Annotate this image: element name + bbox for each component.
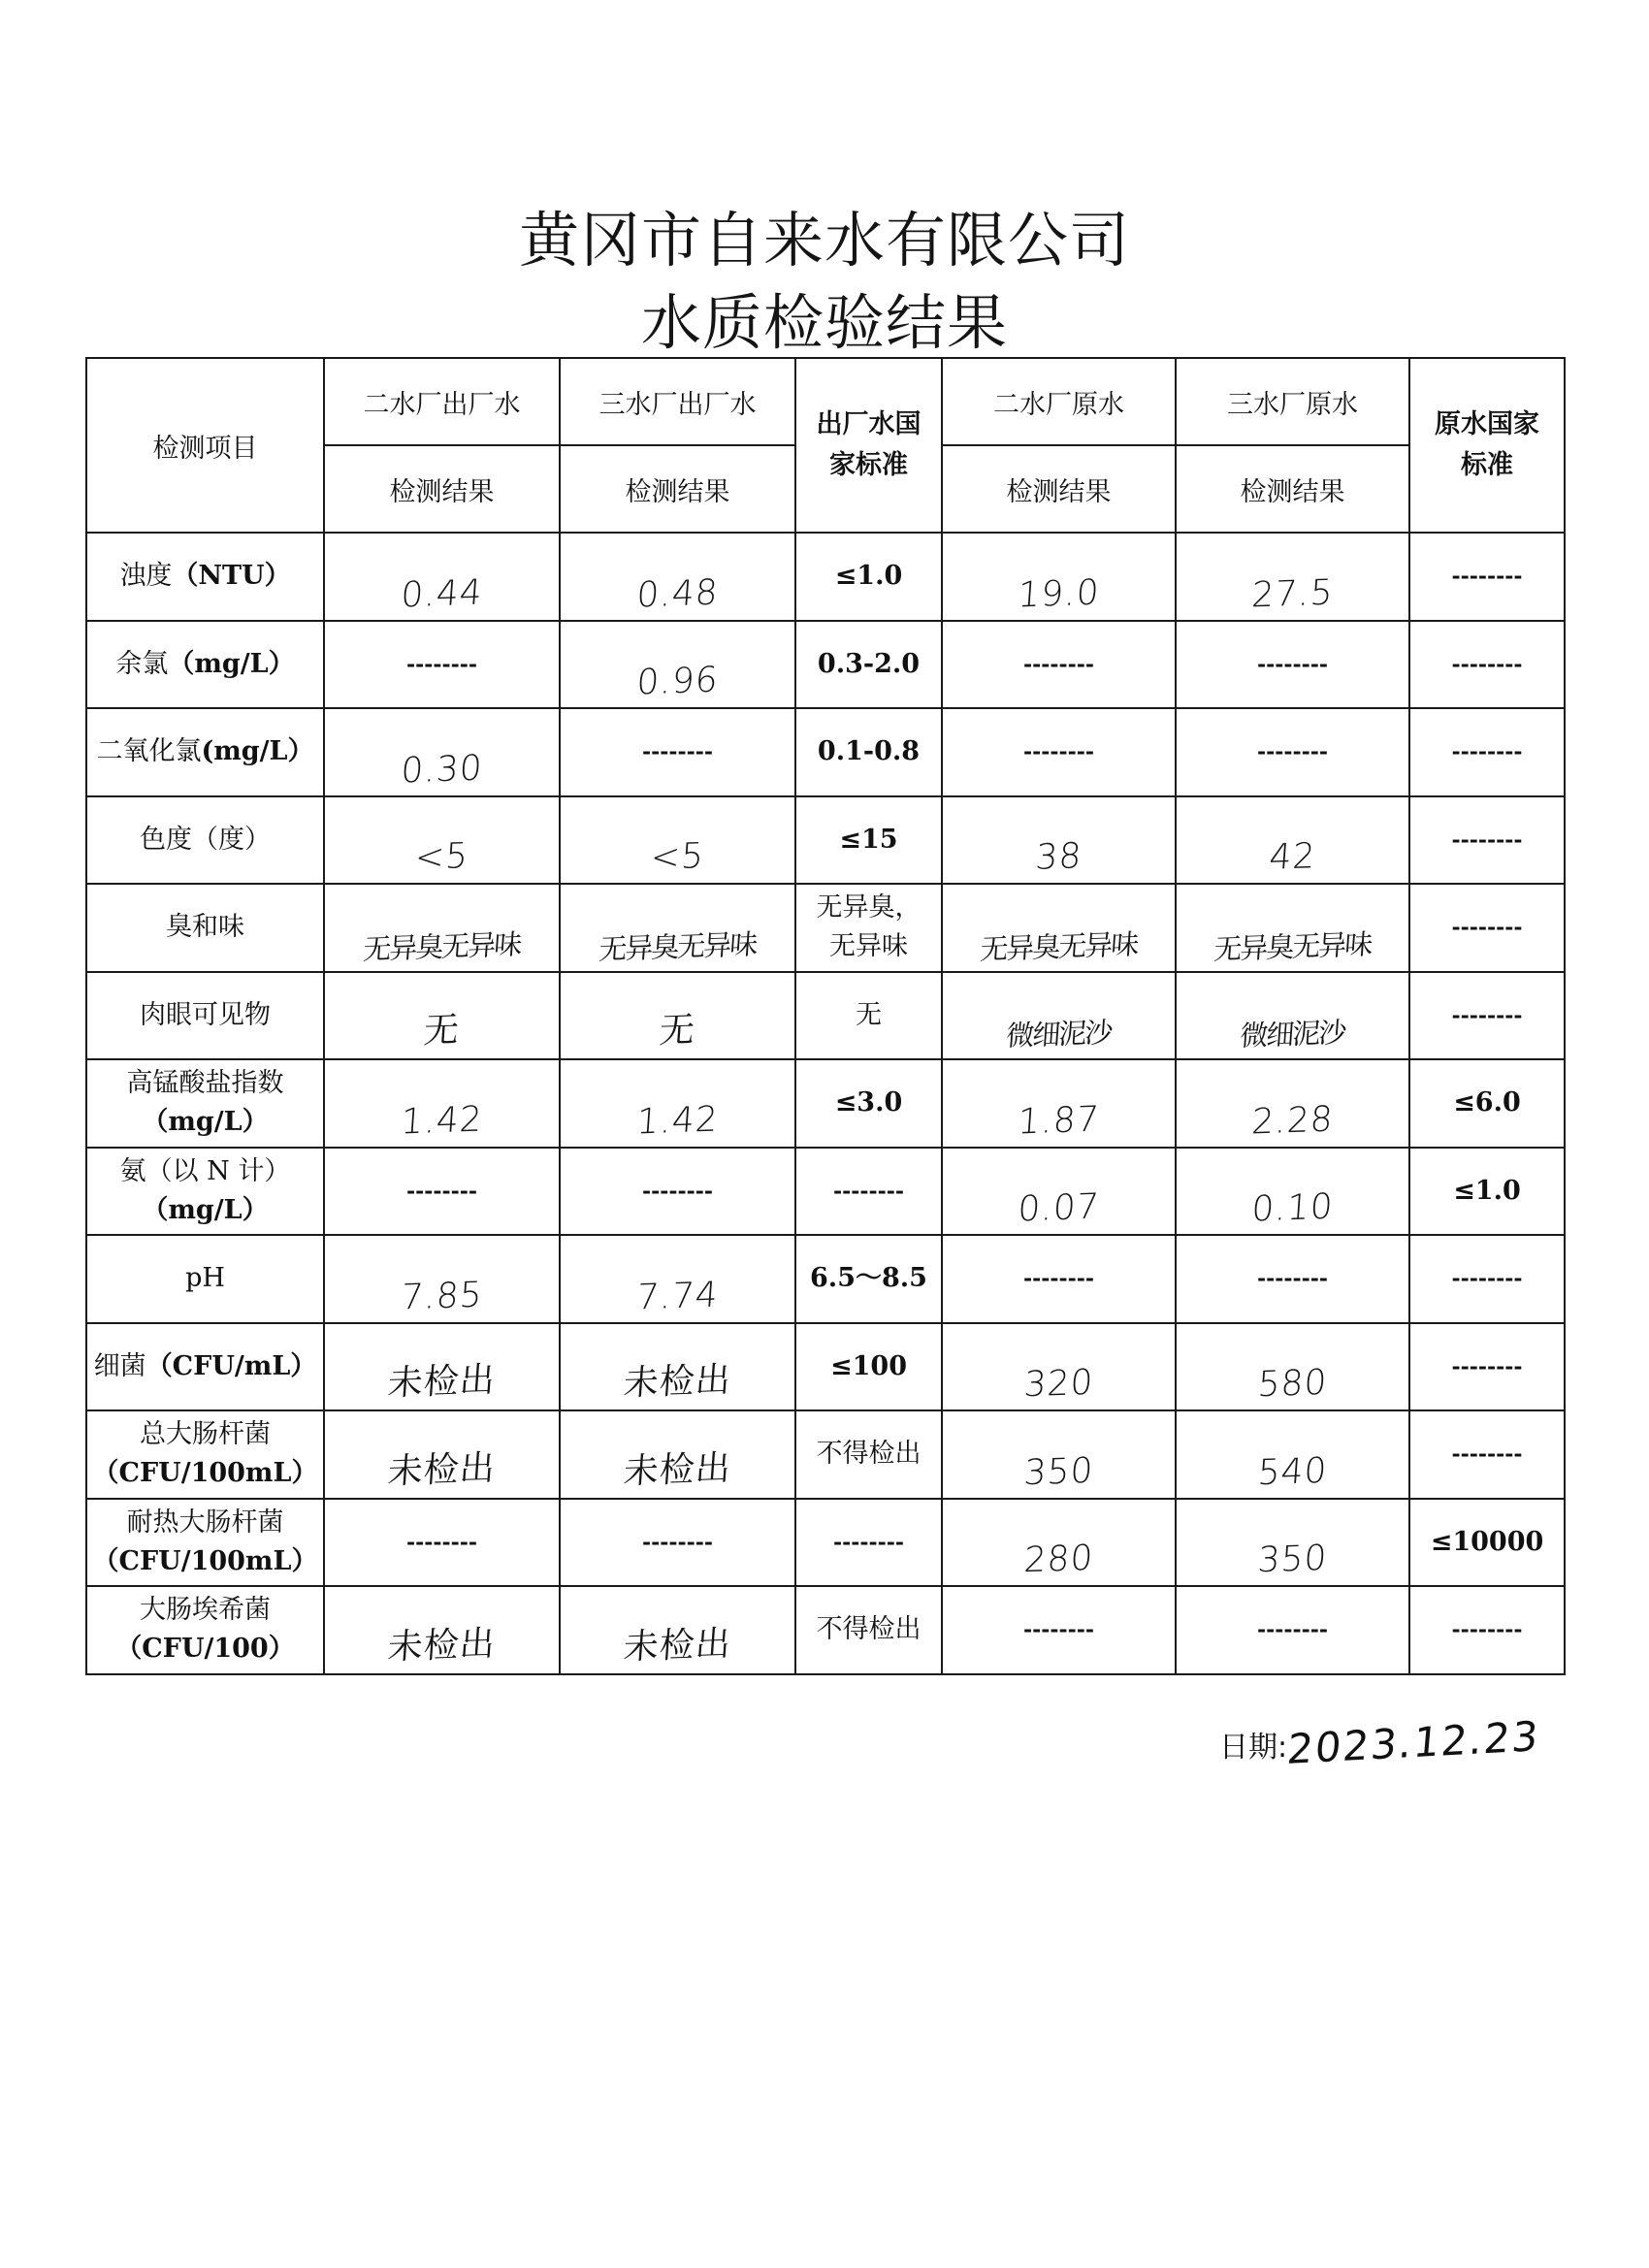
result-cell bbox=[1176, 1148, 1409, 1236]
handwritten-value: 350 bbox=[1256, 1538, 1329, 1581]
result-cell bbox=[560, 533, 795, 621]
raw-standard-cell bbox=[1409, 1059, 1565, 1148]
empty-cell bbox=[942, 1586, 1176, 1674]
dash-placeholder: -------- bbox=[405, 651, 478, 677]
empty-cell bbox=[324, 621, 560, 709]
dash-placeholder: -------- bbox=[1451, 915, 1523, 941]
header-plant2-out: 二水厂出厂水 bbox=[324, 358, 560, 445]
raw-standard-cell bbox=[1409, 1499, 1565, 1587]
result-cell bbox=[560, 972, 795, 1060]
indicator-label bbox=[86, 1586, 324, 1674]
handwritten-value: 19.0 bbox=[1017, 571, 1101, 616]
handwritten-value: 未检出 bbox=[386, 1447, 498, 1492]
out-standard-cell bbox=[795, 621, 942, 709]
empty-cell bbox=[942, 621, 1176, 709]
result-cell bbox=[1176, 1323, 1409, 1411]
standard-value: ≤1.0 bbox=[834, 561, 903, 592]
indicator-name: 大肠埃希菌 bbox=[140, 1595, 271, 1626]
handwritten-value: 350 bbox=[1022, 1450, 1095, 1493]
handwritten-value: 无 bbox=[422, 1010, 462, 1052]
standard-value: ≤10000 bbox=[1430, 1526, 1544, 1557]
indicator-unit: （CFU/mL） bbox=[146, 1350, 317, 1381]
indicator-label bbox=[86, 533, 324, 621]
indicator-label bbox=[86, 708, 324, 796]
dash-placeholder: -------- bbox=[1451, 1266, 1523, 1292]
empty-cell bbox=[1176, 708, 1409, 796]
result-cell bbox=[324, 796, 560, 885]
indicator-label bbox=[86, 621, 324, 709]
indicator-label-text bbox=[87, 1064, 323, 1142]
standard-value: 0.3-2.0 bbox=[817, 648, 921, 679]
header-plant3-out: 三水厂出厂水 bbox=[560, 358, 795, 445]
out-standard-cell bbox=[795, 533, 942, 621]
handwritten-value: 580 bbox=[1256, 1362, 1329, 1406]
out-standard-cell bbox=[795, 884, 942, 972]
dash-placeholder: -------- bbox=[1451, 1353, 1523, 1379]
empty-cell bbox=[1176, 621, 1409, 709]
raw-standard-cell bbox=[1409, 1148, 1565, 1236]
date-value: 2023.12.23 bbox=[1285, 1712, 1542, 1773]
result-cell bbox=[324, 1586, 560, 1674]
out-standard-cell bbox=[795, 1586, 942, 1674]
dash-placeholder: -------- bbox=[1256, 739, 1329, 765]
out-standard-cell bbox=[795, 972, 942, 1060]
empty-cell bbox=[795, 1148, 942, 1236]
table-row bbox=[86, 1586, 1565, 1674]
empty-cell bbox=[1409, 708, 1565, 796]
standard-value: ≤3.0 bbox=[834, 1087, 903, 1118]
out-standard-cell bbox=[795, 708, 942, 796]
standard-value: 不得检出 bbox=[816, 1614, 922, 1645]
empty-cell bbox=[942, 1235, 1176, 1323]
result-cell bbox=[324, 708, 560, 796]
indicator-label bbox=[86, 1059, 324, 1148]
indicator-label bbox=[86, 972, 324, 1060]
indicator-name: 臭和味 bbox=[166, 912, 244, 943]
empty-cell bbox=[1409, 1235, 1565, 1323]
empty-cell bbox=[1409, 1410, 1565, 1499]
standard-value: 不得检出 bbox=[816, 1439, 922, 1470]
indicator-label bbox=[86, 1410, 324, 1499]
empty-cell bbox=[1176, 1235, 1409, 1323]
handwritten-value: 无异臭无异味 bbox=[1212, 926, 1373, 966]
header-out-standard bbox=[795, 358, 942, 533]
handwritten-value: <5 bbox=[413, 835, 470, 879]
handwritten-value: 未检出 bbox=[622, 1623, 733, 1668]
indicator-name: 肉眼可见物 bbox=[140, 999, 271, 1030]
out-standard-cell bbox=[795, 1323, 942, 1411]
empty-cell bbox=[560, 708, 795, 796]
indicator-unit: （mg/L） bbox=[168, 648, 295, 679]
indicator-unit: （CFU/100） bbox=[115, 1634, 295, 1665]
dash-placeholder: -------- bbox=[641, 739, 714, 765]
page-subtitle: 水质检验结果 bbox=[640, 287, 1008, 358]
handwritten-value: 0.10 bbox=[1250, 1186, 1335, 1230]
indicator-name: pH bbox=[185, 1263, 225, 1294]
indicator-label-text bbox=[87, 821, 323, 859]
handwritten-value: 38 bbox=[1034, 836, 1083, 878]
table-body bbox=[86, 533, 1565, 1674]
result-cell bbox=[942, 972, 1176, 1060]
handwritten-value: 微细泥沙 bbox=[1005, 1016, 1113, 1053]
indicator-label-text bbox=[87, 1259, 323, 1298]
indicator-name: 二氧化氯 bbox=[96, 736, 202, 767]
dash-placeholder: -------- bbox=[832, 1529, 905, 1555]
dash-placeholder: -------- bbox=[1256, 1266, 1329, 1292]
date-label: 日期: bbox=[1219, 1731, 1288, 1765]
indicator-label bbox=[86, 1323, 324, 1411]
empty-cell bbox=[1409, 1323, 1565, 1411]
indicator-label-text bbox=[87, 645, 323, 684]
result-cell bbox=[942, 884, 1176, 972]
handwritten-value: <5 bbox=[649, 835, 706, 879]
dash-placeholder: -------- bbox=[1451, 1617, 1523, 1643]
handwritten-value: 0.07 bbox=[1017, 1186, 1101, 1230]
handwritten-value: 0.48 bbox=[635, 571, 720, 616]
indicator-unit: （mg/L） bbox=[142, 1194, 269, 1225]
empty-cell bbox=[795, 1499, 942, 1587]
dash-placeholder: -------- bbox=[1451, 1002, 1523, 1028]
handwritten-value: 1.42 bbox=[400, 1098, 484, 1143]
indicator-label bbox=[86, 1148, 324, 1236]
dash-placeholder: -------- bbox=[1451, 1442, 1523, 1468]
result-cell bbox=[324, 972, 560, 1060]
handwritten-value: 无异臭无异味 bbox=[979, 926, 1139, 966]
table-row bbox=[86, 1499, 1565, 1587]
empty-cell bbox=[1409, 884, 1565, 972]
dash-placeholder: -------- bbox=[405, 1529, 478, 1555]
indicator-unit: （CFU/100mL） bbox=[92, 1545, 318, 1576]
header-raw-standard-text: 原水国家标准 bbox=[1435, 409, 1539, 480]
indicator-label-text bbox=[87, 732, 323, 771]
handwritten-value: 27.5 bbox=[1250, 571, 1335, 616]
standard-value: 0.1-0.8 bbox=[817, 736, 921, 767]
table-row bbox=[86, 708, 1565, 796]
table-row bbox=[86, 1059, 1565, 1148]
table-row bbox=[86, 621, 1565, 709]
indicator-label bbox=[86, 1499, 324, 1587]
out-standard-cell bbox=[795, 1410, 942, 1499]
result-cell bbox=[560, 1586, 795, 1674]
indicator-unit: （NTU） bbox=[172, 561, 291, 592]
handwritten-value: 1.87 bbox=[1017, 1098, 1101, 1143]
indicator-label-text bbox=[87, 1504, 323, 1581]
indicator-name: 氨（以 N 计） bbox=[119, 1155, 291, 1186]
standard-value: 无 bbox=[856, 999, 882, 1030]
dash-placeholder: -------- bbox=[1256, 1617, 1329, 1643]
result-cell bbox=[324, 884, 560, 972]
empty-cell bbox=[1409, 1586, 1565, 1674]
result-cell bbox=[1176, 1499, 1409, 1587]
standard-value: 6.5～8.5 bbox=[810, 1263, 927, 1294]
standard-value: ≤1.0 bbox=[1453, 1175, 1521, 1206]
empty-cell bbox=[1176, 1586, 1409, 1674]
water-quality-table bbox=[85, 357, 1566, 1675]
dash-placeholder: -------- bbox=[1451, 826, 1523, 853]
handwritten-value: 无异臭无异味 bbox=[598, 926, 758, 966]
table-row bbox=[86, 533, 1565, 621]
result-cell bbox=[560, 1410, 795, 1499]
handwritten-value: 未检出 bbox=[386, 1623, 498, 1668]
result-cell bbox=[324, 1059, 560, 1148]
handwritten-value: 无异臭无异味 bbox=[362, 926, 522, 966]
empty-cell bbox=[324, 1148, 560, 1236]
result-cell bbox=[560, 1235, 795, 1323]
out-standard-cell bbox=[795, 1059, 942, 1148]
header-raw-standard bbox=[1409, 358, 1565, 533]
header-item: 检测项目 bbox=[86, 358, 324, 533]
handwritten-value: 540 bbox=[1256, 1450, 1329, 1493]
dash-placeholder: -------- bbox=[1256, 651, 1329, 677]
result-cell bbox=[942, 1323, 1176, 1411]
empty-cell bbox=[942, 708, 1176, 796]
table-row bbox=[86, 884, 1565, 972]
indicator-label-text bbox=[87, 1347, 323, 1386]
result-cell bbox=[942, 1059, 1176, 1148]
header-result: 检测结果 bbox=[324, 445, 560, 533]
handwritten-value: 未检出 bbox=[622, 1447, 733, 1492]
handwritten-value: 7.74 bbox=[635, 1274, 720, 1318]
dash-placeholder: -------- bbox=[1451, 564, 1523, 590]
result-cell bbox=[942, 1410, 1176, 1499]
result-cell bbox=[560, 1323, 795, 1411]
handwritten-value: 7.85 bbox=[400, 1274, 484, 1318]
header-out-standard-text: 出厂水国家标准 bbox=[816, 409, 922, 480]
handwritten-value: 0.96 bbox=[635, 660, 720, 703]
result-cell bbox=[560, 796, 795, 885]
indicator-unit: (mg/L） bbox=[201, 736, 314, 767]
dash-placeholder: -------- bbox=[1451, 651, 1523, 677]
dash-placeholder: -------- bbox=[1451, 739, 1523, 765]
indicator-name: 色度（度） bbox=[140, 824, 271, 855]
table-row bbox=[86, 1148, 1565, 1236]
handwritten-value: 1.42 bbox=[635, 1098, 720, 1143]
handwritten-value: 320 bbox=[1022, 1362, 1095, 1406]
indicator-label bbox=[86, 796, 324, 885]
dash-placeholder: -------- bbox=[1022, 651, 1095, 677]
result-cell bbox=[942, 1499, 1176, 1587]
dash-placeholder: -------- bbox=[405, 1178, 478, 1204]
dash-placeholder: -------- bbox=[1022, 1617, 1095, 1643]
result-cell bbox=[942, 533, 1176, 621]
handwritten-value: 微细泥沙 bbox=[1239, 1016, 1346, 1053]
dash-placeholder: -------- bbox=[832, 1178, 905, 1204]
header-result: 检测结果 bbox=[560, 445, 795, 533]
result-cell bbox=[560, 884, 795, 972]
out-standard-cell bbox=[795, 796, 942, 885]
result-cell bbox=[324, 533, 560, 621]
table-row bbox=[86, 1323, 1565, 1411]
empty-cell bbox=[560, 1148, 795, 1236]
out-standard-cell bbox=[795, 1235, 942, 1323]
indicator-label-text bbox=[87, 1152, 323, 1230]
empty-cell bbox=[1409, 621, 1565, 709]
empty-cell bbox=[1409, 796, 1565, 885]
indicator-name: 余氯 bbox=[115, 648, 169, 679]
handwritten-value: 未检出 bbox=[386, 1360, 498, 1405]
empty-cell bbox=[1409, 972, 1565, 1060]
handwritten-value: 未检出 bbox=[622, 1360, 733, 1405]
empty-cell bbox=[560, 1499, 795, 1587]
table-row bbox=[86, 972, 1565, 1060]
result-cell bbox=[1176, 1410, 1409, 1499]
standard-value: ≤15 bbox=[839, 824, 898, 855]
date-line bbox=[1219, 1712, 1542, 1773]
result-cell bbox=[324, 1235, 560, 1323]
indicator-unit: （mg/L） bbox=[142, 1107, 269, 1138]
indicator-name: 浊度 bbox=[119, 561, 173, 592]
handwritten-value: 无 bbox=[658, 1010, 697, 1052]
result-cell bbox=[560, 1059, 795, 1148]
indicator-unit: （CFU/100mL） bbox=[92, 1458, 318, 1489]
table-row bbox=[86, 1235, 1565, 1323]
result-cell bbox=[324, 1323, 560, 1411]
standard-value: ≤100 bbox=[830, 1350, 907, 1381]
standard-value: 无异臭，无异味 bbox=[816, 892, 922, 962]
table-row bbox=[86, 1410, 1565, 1499]
indicator-label-text bbox=[87, 557, 323, 596]
dash-placeholder: -------- bbox=[641, 1178, 714, 1204]
handwritten-value: 0.30 bbox=[400, 747, 484, 792]
indicator-name: 耐热大肠杆菌 bbox=[126, 1507, 284, 1538]
result-cell bbox=[1176, 972, 1409, 1060]
table-row bbox=[86, 796, 1565, 885]
dash-placeholder: -------- bbox=[641, 1529, 714, 1555]
handwritten-value: 0.44 bbox=[400, 571, 484, 616]
header-plant2-raw: 二水厂原水 bbox=[942, 358, 1176, 445]
header-plant3-raw: 三水厂原水 bbox=[1176, 358, 1409, 445]
result-cell bbox=[1176, 1059, 1409, 1148]
result-cell bbox=[1176, 533, 1409, 621]
indicator-label-text bbox=[87, 1415, 323, 1493]
indicator-label-text bbox=[87, 996, 323, 1035]
indicator-label bbox=[86, 884, 324, 972]
page-title: 黄冈市自来水有限公司 bbox=[518, 205, 1130, 275]
indicator-name: 细菌 bbox=[93, 1350, 146, 1381]
indicator-label-text bbox=[87, 908, 323, 947]
dash-placeholder: -------- bbox=[1022, 739, 1095, 765]
result-cell bbox=[1176, 796, 1409, 885]
empty-cell bbox=[324, 1499, 560, 1587]
handwritten-value: 42 bbox=[1268, 836, 1317, 878]
header-result: 检测结果 bbox=[1176, 445, 1409, 533]
header-result: 检测结果 bbox=[942, 445, 1176, 533]
handwritten-value: 280 bbox=[1022, 1538, 1095, 1581]
indicator-label bbox=[86, 1235, 324, 1323]
handwritten-value: 2.28 bbox=[1250, 1098, 1335, 1143]
result-cell bbox=[942, 1148, 1176, 1236]
result-cell bbox=[1176, 884, 1409, 972]
result-cell bbox=[324, 1410, 560, 1499]
empty-cell bbox=[1409, 533, 1565, 621]
dash-placeholder: -------- bbox=[1022, 1266, 1095, 1292]
result-cell bbox=[560, 621, 795, 709]
result-cell bbox=[942, 796, 1176, 885]
standard-value: ≤6.0 bbox=[1453, 1087, 1521, 1118]
indicator-name: 总大肠杆菌 bbox=[140, 1419, 271, 1450]
indicator-name: 高锰酸盐指数 bbox=[126, 1068, 284, 1099]
indicator-label-text bbox=[87, 1591, 323, 1669]
